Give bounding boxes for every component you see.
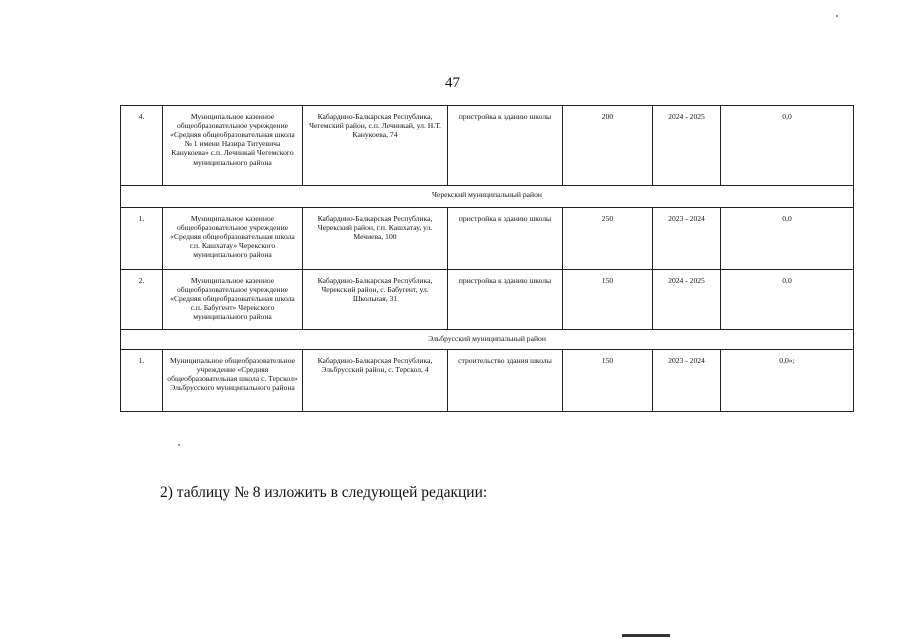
table-row [121, 270, 854, 330]
address-cell: Кабардино-Балкарская Республика, Чегемский район, с.п. Лечинкай, ул. Н.Т. Канукоева, 74 [303, 106, 448, 186]
address-cell: Кабардино-Балкарская Республика, Эльбрусский район, с. Терскол, 4 [303, 350, 448, 412]
capacity-cell: 250 [563, 208, 653, 270]
row-number-cell: 4. [121, 106, 163, 186]
scan-mark [622, 634, 670, 637]
work-type-cell: пристройка к зданию школы [448, 270, 563, 330]
address-cell: Кабардино-Балкарская Республика, Черекский район, с. Бабугент, ул. Школьная, 31 [303, 270, 448, 330]
section-row [121, 186, 854, 208]
scan-speck [178, 444, 180, 446]
capacity-cell: 200 [563, 106, 653, 186]
instruction-text: 2) таблицу № 8 изложить в следующей редакции: [160, 484, 488, 501]
section-row [121, 330, 854, 350]
work-type-cell: пристройка к зданию школы [448, 106, 563, 186]
address-cell: Кабардино-Балкарская Республика, Черекский район, г.п. Кашхатау, ул. Мечиева, 100 [303, 208, 448, 270]
section-title: Черекский муниципальный район [121, 186, 854, 208]
institution-cell: Муниципальное казенное общеобразовательное учреждение «Средняя общеобразовательная школа с.п. Бабугент» Черекского муниципального района [163, 270, 303, 330]
table-row [121, 208, 854, 270]
amount-cell: 0,0 [721, 208, 854, 270]
section-title: Эльбрусский муниципальный район [121, 330, 854, 350]
row-number-cell: 1. [121, 208, 163, 270]
institution-cell: Муниципальное казенное общеобразовательное учреждение «Средняя общеобразовательная школа г.п. Кашхатау» Черекского муниципального района [163, 208, 303, 270]
capacity-cell: 150 [563, 270, 653, 330]
table-row [121, 350, 854, 412]
page-number: 47 [445, 75, 460, 91]
years-cell: 2024 - 2025 [653, 106, 721, 186]
work-type-cell: пристройка к зданию школы [448, 208, 563, 270]
years-cell: 2023 - 2024 [653, 350, 721, 412]
years-cell: 2023 - 2024 [653, 208, 721, 270]
amount-cell: 0,0»; [721, 350, 854, 412]
row-number-cell: 2. [121, 270, 163, 330]
capacity-cell: 150 [563, 350, 653, 412]
institution-cell: Муниципальное общеобразовательное учреждение «Средняя общеобразовательная школа с. Терскол» Эльбрусского муниципального района [163, 350, 303, 412]
amount-cell: 0,0 [721, 270, 854, 330]
work-type-cell: строительство здания школы [448, 350, 563, 412]
institution-cell: Муниципальное казенное общеобразовательное учреждение «Средняя общеобразовательная школа № 1 имени Назира Титуевича Канукоева» с.п. Лечинкай Чегемского муниципального района [163, 106, 303, 186]
scan-speck [836, 15, 838, 17]
investment-table [120, 105, 854, 412]
row-number-cell: 1. [121, 350, 163, 412]
table-row [121, 106, 854, 186]
amount-cell: 0,0 [721, 106, 854, 186]
years-cell: 2024 - 2025 [653, 270, 721, 330]
